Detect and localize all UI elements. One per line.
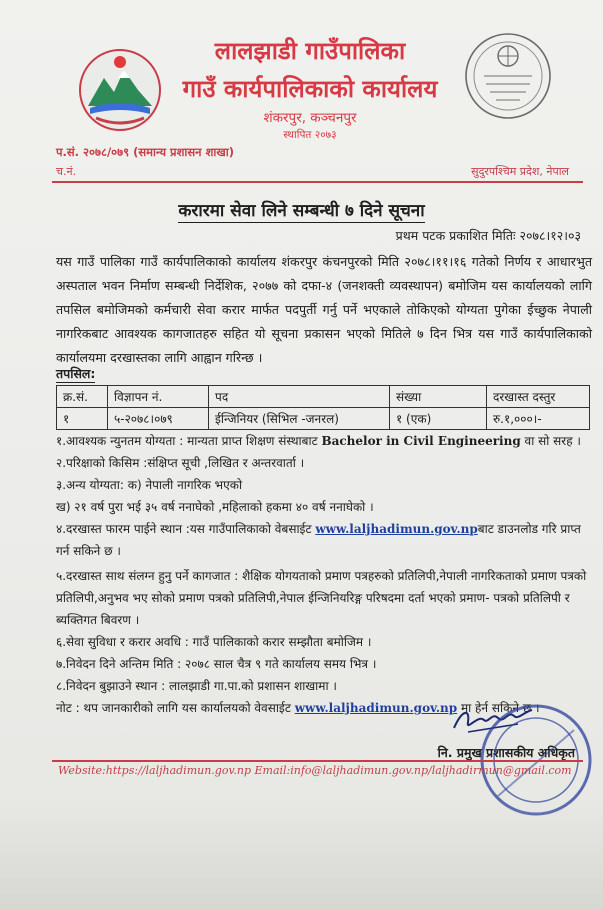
office-name: गाउँ कार्यपालिकाको कार्यालय (182, 75, 438, 103)
notice-body: यस गाउँ पालिका गाउँ कार्यपालिकाको कार्यालय शंकरपुर कंचनपुरको मिति २०७८।११।१६ गतेको निर्णय र आधारभुत अस्पताल भवन निर्माण सम्बन्धी निर्देशिक, २०७७ को दफा-४ (जनशक्ती व्यवस्थापन) बमोजिम यस कार्यालयको लागि तपसिल बमोजिमको कर्मचारी सेवा करार मार्फत पदपुर्ती गर्नु पर्ने भएकाले तोकिएको योग्यता पुगेका ईच्छुक नेपाली नागरिकबाट आवश्यक कागजातहरु सहित यो सूचना प्रकासन भएको मितिले ७ दिन भित्र यस गाउँ कार्यपालिकाको कार्यालयमा दरखास्तका लागि आह्वान गरिन्छ । (56, 254, 592, 365)
website-link[interactable]: www.laljhadimun.gov.np (315, 522, 478, 536)
cell-fee: रु.१,०००।- (487, 408, 590, 430)
province-name: सुदुरपश्चिम प्रदेश, नेपाल (471, 165, 569, 178)
established-year: स्थापित २०७३ (283, 129, 337, 141)
list-item: ख) २१ वर्ष पुरा भई ३५ वर्ष ननाघेको ,महिलाको हकमा ४० वर्ष ननाघेको । (56, 500, 374, 514)
footer-contact: Website:https://laljhadimun.gov.np Email:info@laljhadimun.gov.np/laljhadirmun@gmail.com (58, 764, 572, 777)
notice-title: करारमा सेवा लिने सम्बन्धी ७ दिने सूचना (178, 201, 425, 221)
office-address: शंकरपुर, कञ्चनपुर (263, 110, 357, 126)
municipality-name: लालझाडी गाउँपालिका (214, 37, 406, 65)
list-item: ७.निवेदन दिने अन्तिम मिति : २०७८ साल चैत्र ९ गते कार्यालय समय भित्र । (56, 657, 377, 671)
col-fee: दरखास्त दस्तुर (487, 386, 590, 408)
table-row (57, 408, 590, 430)
col-ad-number: विज्ञापन नं. (108, 386, 209, 408)
cell-position: ईन्जिनियर (सिभिल -जनरल) (209, 408, 390, 430)
table-header-row (57, 386, 590, 408)
list-item: २.परिक्षाको किसिम :संक्षिप्त सूची ,लिखित र अन्तरवार्ता । (56, 456, 305, 470)
reference-number: प.सं. २०७८/०७९ (समान्य प्रशासन शाखा) (56, 145, 235, 159)
note-website-link[interactable]: www.laljhadimun.gov.np (294, 701, 458, 715)
footer-divider (52, 760, 583, 762)
list-item: ४.दरखास्त फारम पाईने स्थान :यस गाउँपालिकाको वेबसाईट www.laljhadimun.gov.npबाट डाउनलोड गरि प्राप्त गर्न सकिने छ । (56, 522, 581, 558)
municipality-emblem-icon (78, 48, 162, 132)
notice-items (56, 430, 596, 719)
vacancy-table (56, 385, 590, 430)
published-date: प्रथम पटक प्रकाशित मितिः २०७८।१२।०३ (395, 228, 581, 243)
col-position: पद (209, 386, 390, 408)
list-item: ३.अन्य योग्यता: क) नेपाली नागरिक भएको (56, 478, 243, 492)
signatory-designation: नि. प्रमुख प्रशासकीय अधिकृत (437, 745, 575, 760)
note: नोट : थप जानकारीको लागि यस कार्यालयको वेवसाईट www.laljhadimun.gov.np मा हेर्न सकिने छ । (56, 701, 540, 715)
cell-count: १ (एक) (390, 408, 487, 430)
list-item: ५.दरखास्त साथ संलग्न हुनु पर्ने कागजात : शैक्षिक योगयताको प्रमाण पत्रहरुको प्रतिलिपी,नेपाली नागरिकताको प्रमाण पत्रको प्रतिलिपी,अनुभव भए सोको प्रमाण पत्रको प्रतिलिपी,नेपाल ईन्जिनियरिङ्ग परिषदमा दर्ता भएको प्रमाण- पत्रको प्रतिलिपी र ब्यक्तिगत बिवरण । (56, 569, 587, 627)
dispatch-number: च.नं. (56, 165, 77, 178)
photo-shadow (0, 800, 603, 910)
list-item: ८.निवेदन बुझाउने स्थान : लालझाडी गा.पा.को प्रशासन शाखामा । (56, 679, 337, 693)
col-serial: क्र.सं. (57, 386, 108, 408)
details-label: तपसिल: (56, 366, 96, 381)
list-item: १.आवश्यक न्युनतम योग्यता : मान्यता प्राप्त शिक्षण संस्थाबाट Bachelor in Civil Engineering वा सो सरह । (56, 434, 581, 448)
header-divider (52, 181, 583, 183)
cell-ad-number: ५-२०७८।०७९ (108, 408, 209, 430)
office-seal-icon (462, 30, 554, 122)
cell-serial: १ (57, 408, 108, 430)
list-item: ६.सेवा सुविधा र करार अवधि : गाउँ पालिकाको करार सम्झौता बमोजिम । (56, 635, 372, 649)
col-count: संख्या (390, 386, 487, 408)
